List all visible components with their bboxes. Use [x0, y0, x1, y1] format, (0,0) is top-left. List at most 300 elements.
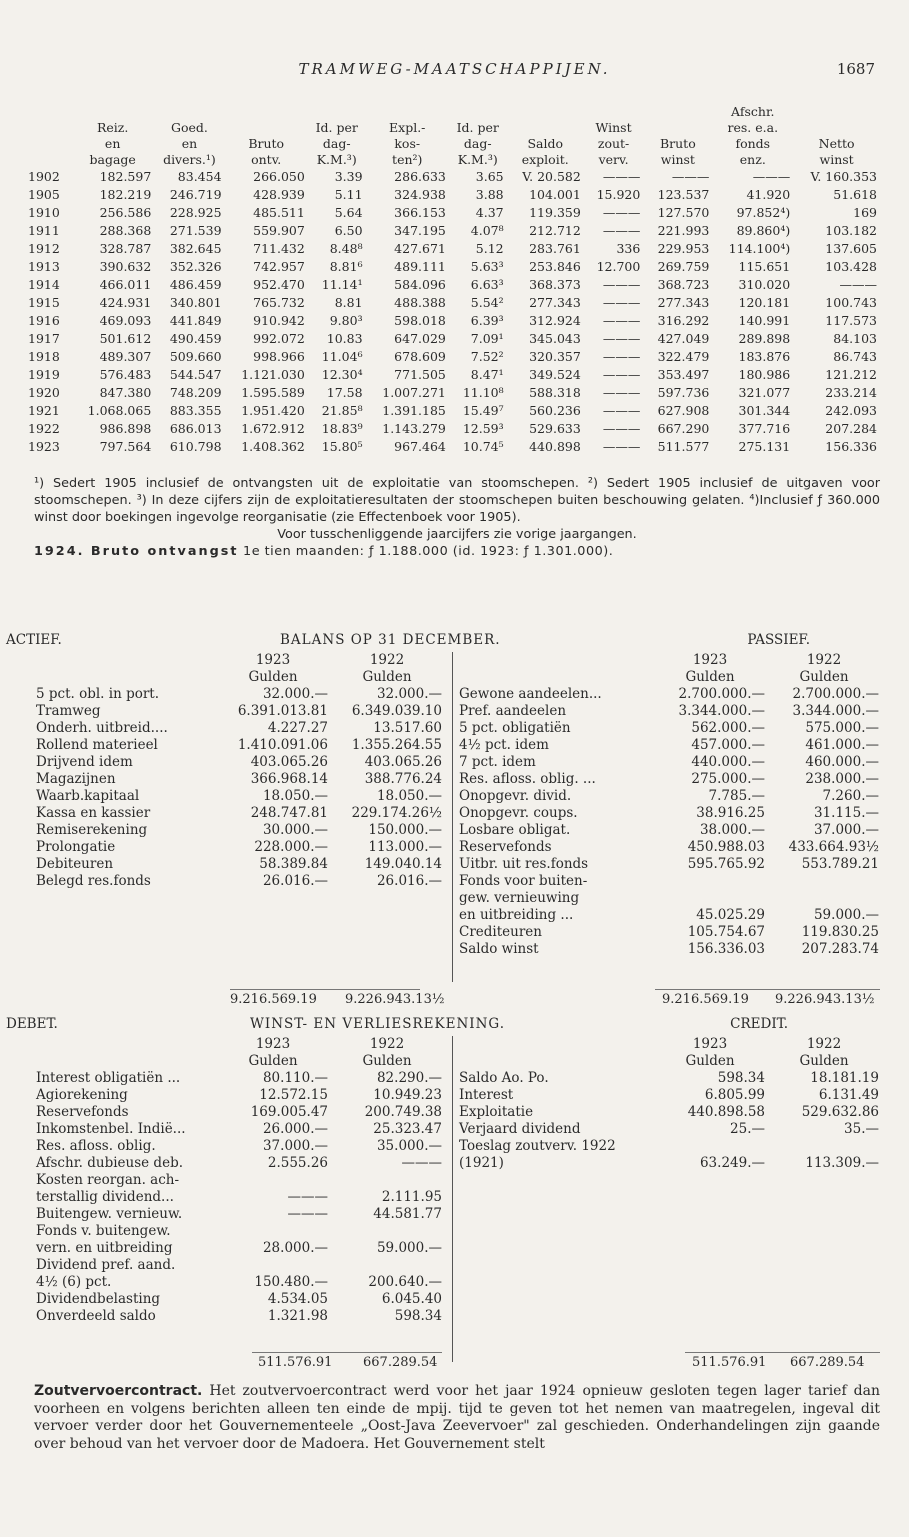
stat-header-cell [449, 104, 507, 120]
stat-header-cell [308, 104, 366, 120]
stat-cell: ——— [602, 421, 641, 436]
stat-cell: 51.618 [833, 187, 877, 202]
stat-header-cell [71, 104, 154, 120]
passief-value-1923: 457.000.— [691, 737, 765, 753]
credit-label: (1921) [459, 1155, 504, 1171]
contract-paragraph [34, 1383, 880, 1453]
stat-cell: 114.100⁴) [728, 241, 791, 256]
actief-value-1923: 26.016.— [262, 873, 328, 889]
stat-cell: 1.391.185 [382, 403, 446, 418]
stat-row-1919 [28, 366, 880, 384]
actief-value-1923: 30.000.— [262, 822, 328, 838]
passief-value-1922: 59.000.— [813, 907, 879, 923]
stat-row-1911 [28, 222, 880, 240]
passief-value-1922: 37.000.— [813, 822, 879, 838]
passief-value-1922: 461.000.— [805, 737, 879, 753]
stat-cell: ——— [602, 277, 641, 292]
stat-cell: 10.74⁵ [462, 439, 504, 454]
stat-cell: 1.951.420 [241, 403, 305, 418]
passief-row [457, 890, 881, 907]
debet-value-1923: 150.480.— [254, 1274, 328, 1290]
stat-header-cell [584, 104, 644, 120]
stat-cell: ——— [671, 169, 710, 184]
stat-header-cell: Id. per [315, 120, 358, 135]
stat-cell: 121.212 [825, 367, 877, 382]
passief-value-1922 [767, 890, 881, 907]
debet-row [34, 1189, 444, 1206]
actief-value-1922: 6.349.039.10 [351, 703, 442, 719]
passief-value-1922: 2.700.000.— [792, 686, 879, 702]
stat-cell: 711.432 [253, 241, 305, 256]
actief-value-1922: 149.040.14 [364, 856, 442, 872]
stat-cell: 748.209 [169, 385, 222, 400]
stat-cell: 3.88 [475, 187, 504, 202]
actief-label: Prolongatie [36, 839, 116, 855]
debet-row [34, 1087, 444, 1104]
actief-value-1923: 403.065.26 [250, 754, 328, 770]
passief-value-1923: 7.785.— [708, 788, 765, 804]
stat-cell: 15.80⁵ [321, 439, 363, 454]
stat-cell: ——— [752, 169, 791, 184]
passief-column [452, 652, 885, 982]
passief-row [457, 686, 881, 703]
credit-row [457, 1087, 881, 1104]
stat-header-row [28, 152, 880, 168]
stat-cell: 12.59³ [462, 421, 504, 436]
actief-label: Tramweg [36, 703, 101, 719]
stat-cell: 6.50 [334, 223, 363, 238]
credit-value-1922 [767, 1138, 881, 1155]
balance-right-rule [655, 989, 880, 990]
credit-value-1923 [653, 1138, 767, 1155]
debet-row [34, 1206, 444, 1223]
passief-row [457, 771, 881, 788]
debet-row [34, 1155, 444, 1172]
stat-header-cell: divers.¹) [163, 152, 216, 167]
passief-value-1922: 553.789.21 [801, 856, 879, 872]
passief-label: Gewone aandeelen... [459, 686, 602, 702]
credit-row [457, 1121, 881, 1138]
stat-cell: 560.236 [529, 403, 581, 418]
passief-value-1922: 7.260.— [822, 788, 879, 804]
stat-cell: 5.64 [334, 205, 363, 220]
debet-value-1923: ——— [287, 1206, 328, 1222]
debet-row [34, 1138, 444, 1155]
debet-value-1923 [216, 1257, 330, 1274]
stat-cell: 324.938 [394, 187, 446, 202]
stat-header-cell [225, 120, 308, 136]
stat-cell: 486.459 [169, 277, 222, 292]
actief-value-1923: 32.000.— [262, 686, 328, 702]
stat-cell: 15.920 [596, 187, 641, 202]
credit-label: Verjaard dividend [459, 1121, 581, 1137]
stat-cell: 312.924 [529, 313, 581, 328]
stat-cell: 266.050 [253, 169, 305, 184]
balance-heading [0, 632, 846, 650]
balance-total-1923-left: 9.216.569.19 [230, 992, 317, 1007]
stat-year: 1915 [28, 295, 60, 310]
bruto-label: 1924. Bruto ontvangst [34, 544, 239, 559]
debet-row [34, 1274, 444, 1291]
passief-label: 4½ pct. idem [459, 737, 549, 753]
stat-cell: 544.547 [169, 367, 222, 382]
stat-cell: 253.846 [529, 259, 581, 274]
credit-value-1923: 440.898.58 [687, 1104, 765, 1120]
stat-cell: 3.39 [334, 169, 363, 184]
stat-header-cell: zout- [597, 136, 630, 151]
actief-row [34, 856, 444, 873]
stat-header-cell: Saldo [527, 136, 563, 151]
actief-value-1922: 32.000.— [376, 686, 442, 702]
stat-cell: 207.284 [825, 421, 877, 436]
passief-label: Res. afloss. oblig. ... [459, 771, 596, 787]
debet-row [34, 1291, 444, 1308]
stat-year: 1911 [28, 223, 60, 238]
credit-spacer [457, 1053, 653, 1070]
stat-cell: 10.83 [326, 331, 363, 346]
stat-cell: 797.564 [99, 439, 152, 454]
stat-cell: ——— [602, 367, 641, 382]
stat-cell: 83.454 [177, 169, 222, 184]
stat-cell: V. 160.353 [810, 169, 877, 184]
stat-cell: 11.14¹ [321, 277, 363, 292]
passief-label: Losbare obligat. [459, 822, 571, 838]
stat-cell: 242.093 [825, 403, 877, 418]
actief-row [34, 788, 444, 805]
stat-header-cell: verv. [598, 152, 629, 167]
actief-label: Waarb.kapitaal [36, 788, 140, 804]
credit-value-1923: 63.249.— [699, 1155, 765, 1171]
contract-heading: Zoutvervoercontract. [34, 1383, 203, 1399]
actief-value-1923: 248.747.81 [250, 805, 328, 821]
debet-label: Agiorekening [36, 1087, 128, 1103]
credit-label: CREDIT. [730, 1016, 788, 1032]
stat-row-1920 [28, 384, 880, 402]
stat-row-1923 [28, 438, 880, 456]
stat-header-cell [28, 152, 71, 168]
stat-cell: ——— [602, 313, 641, 328]
stat-header-cell: exploit. [521, 152, 569, 167]
stat-header-cell: winst [660, 152, 695, 167]
stat-cell: V. 20.582 [522, 169, 581, 184]
stat-header-cell [154, 104, 224, 120]
stat-year: 1923 [28, 439, 60, 454]
stat-cell: 349.524 [529, 367, 581, 382]
stat-header-cell: enz. [739, 152, 766, 167]
stat-row-1912 [28, 240, 880, 258]
credit-value-1923: 6.805.99 [704, 1087, 765, 1103]
stat-cell: 233.214 [825, 385, 877, 400]
stat-cell: 511.577 [657, 439, 710, 454]
stat-cell: 742.957 [253, 259, 305, 274]
stat-header-cell: dag- [322, 136, 351, 151]
debet-value-1923: 1.321.98 [267, 1308, 328, 1324]
balance-title: BALANS OP 31 DECEMBER. [280, 632, 501, 648]
stat-header-cell: en [181, 136, 198, 151]
stat-cell: 115.651 [738, 259, 791, 274]
stat-cell: ——— [602, 385, 641, 400]
passief-value-1923 [653, 873, 767, 890]
stat-cell: 97.852⁴) [736, 205, 791, 220]
debet-value-1922 [330, 1223, 444, 1240]
stat-cell: ——— [602, 205, 641, 220]
stat-cell: 610.798 [169, 439, 222, 454]
stat-header-cell: winst [819, 152, 854, 167]
stat-cell: 288.368 [99, 223, 152, 238]
stat-cell: 340.801 [169, 295, 222, 310]
debet-column [34, 1036, 444, 1325]
pl-total-1923-right: 511.576.91 [692, 1355, 767, 1370]
stat-year: 1921 [28, 403, 60, 418]
stat-header-cell [507, 104, 584, 120]
passief-row [457, 703, 881, 720]
debet-label: Res. afloss. oblig. [36, 1138, 156, 1154]
stat-cell: 21.85⁸ [321, 403, 363, 418]
passief-year-1923: 1923 [692, 652, 728, 668]
passief-spacer [457, 652, 653, 669]
pl-total-1922-right: 667.289.54 [790, 1355, 865, 1370]
actief-value-1922: 113.000.— [368, 839, 442, 855]
debet-label: vern. en uitbreiding [36, 1240, 173, 1256]
stat-cell: 427.049 [657, 331, 710, 346]
stat-header-cell: Bruto [659, 136, 696, 151]
credit-year-1922: 1922 [806, 1036, 842, 1052]
passief-value-1922 [767, 873, 881, 890]
actief-label: Onderh. uitbreid.... [36, 720, 168, 736]
debet-year-row [34, 1036, 444, 1053]
stat-cell: 256.586 [99, 205, 152, 220]
actief-row [34, 873, 444, 890]
stat-cell: 490.459 [169, 331, 222, 346]
passief-label: Saldo winst [459, 941, 539, 957]
stat-cell: ——— [602, 295, 641, 310]
stat-cell: ——— [602, 403, 641, 418]
credit-spacer [457, 1036, 653, 1053]
stat-header-cell: Reiz. [96, 120, 129, 135]
passief-value-1923: 450.988.03 [687, 839, 765, 855]
stat-cell: 3.65 [475, 169, 504, 184]
passief-row [457, 720, 881, 737]
pl-left-rule [252, 1352, 442, 1353]
stat-header-cell [793, 104, 880, 120]
stat-cell: 212.712 [529, 223, 581, 238]
credit-value-1922: 35.— [844, 1121, 879, 1137]
stat-cell: 120.181 [738, 295, 791, 310]
debet-label: Dividendbelasting [36, 1291, 161, 1307]
stat-cell: 986.898 [99, 421, 152, 436]
stat-header-cell: Id. per [456, 120, 499, 135]
stat-cell: 336 [616, 241, 641, 256]
actief-row [34, 737, 444, 754]
stat-cell: 156.336 [825, 439, 877, 454]
page-number: 1687 [836, 60, 875, 78]
debet-value-1922: 25.323.47 [373, 1121, 442, 1137]
balance-total-1922-right: 9.226.943.13½ [775, 992, 875, 1007]
actief-value-1922: 1.355.264.55 [351, 737, 442, 753]
stat-cell: 847.380 [99, 385, 152, 400]
page-title: TRAMWEG-MAATSCHAPPIJEN. [298, 60, 611, 78]
stat-cell: 345.043 [529, 331, 581, 346]
debet-value-1923 [216, 1223, 330, 1240]
stat-cell: 5.63³ [470, 259, 504, 274]
stat-header-cell: res. e.a. [727, 120, 779, 135]
stat-year: 1912 [28, 241, 60, 256]
debet-label: Dividend pref. aand. [36, 1257, 176, 1273]
debet-row [34, 1121, 444, 1138]
passief-label: Onopgevr. divid. [459, 788, 572, 804]
stat-row-1902 [28, 168, 880, 186]
debet-value-1922: 200.640.— [368, 1274, 442, 1290]
stat-row-1915 [28, 294, 880, 312]
passief-label: Uitbr. uit res.fonds [459, 856, 589, 872]
stat-year: 1919 [28, 367, 60, 382]
stat-cell: 353.497 [657, 367, 710, 382]
passief-value-1923: 38.916.25 [696, 805, 765, 821]
debet-value-1922: 6.045.40 [381, 1291, 442, 1307]
actief-year-1923: 1923 [255, 652, 291, 668]
stat-cell: 1.007.271 [382, 385, 446, 400]
stat-cell: 4.07⁸ [470, 223, 504, 238]
credit-value-1923: 598.34 [717, 1070, 765, 1086]
stat-cell: 277.343 [657, 295, 710, 310]
stat-cell: ——— [839, 277, 877, 292]
passief-unit: Gulden [685, 669, 735, 685]
stat-cell: 11.10⁸ [462, 385, 504, 400]
stat-header-cell: K.M.³) [457, 152, 498, 167]
credit-label: Interest [459, 1087, 514, 1103]
stat-year: 1918 [28, 349, 60, 364]
credit-year-row [457, 1036, 881, 1053]
stat-cell: ——— [602, 439, 641, 454]
actief-value-1923: 18.050.— [262, 788, 328, 804]
stat-cell: 5.11 [334, 187, 363, 202]
pl-title: WINST- EN VERLIESREKENING. [250, 1016, 506, 1032]
stat-row-1913 [28, 258, 880, 276]
stat-cell: 180.986 [738, 367, 791, 382]
footnote: ¹) Sedert 1905 inclusief de ontvangsten uit de exploitatie van stoomschepen. ²) Sedert 1905 inclusief de uitgaven voor stoomschepen. ³) In deze cijfers zijn de exploitatieresultaten der stoomschepen buiten beschouwing gelaten. ⁴)Inclusief ƒ 360.000 winst door boekingen ingevolge reorganisatie (zie Effectenboek voor 1905). [34, 476, 880, 525]
stat-cell: 15.49⁷ [462, 403, 504, 418]
stat-cell: 771.505 [394, 367, 446, 382]
actief-row [34, 686, 444, 703]
actief-value-1922: 13.517.60 [373, 720, 442, 736]
stat-cell: 1.143.279 [382, 421, 446, 436]
passief-unit: Gulden [799, 669, 849, 685]
debet-value-1923: 37.000.— [262, 1138, 328, 1154]
debet-row [34, 1240, 444, 1257]
intermediate-note: Voor tusschenliggende jaarcijfers zie vorige jaargangen. [277, 527, 637, 542]
stat-cell: 8.81 [334, 295, 363, 310]
stat-cell: 667.290 [657, 421, 710, 436]
stat-cell: 275.131 [738, 439, 791, 454]
debet-row [34, 1308, 444, 1325]
stat-cell: 322.479 [657, 349, 710, 364]
passief-row [457, 737, 881, 754]
stat-cell: 17.58 [326, 385, 363, 400]
debet-value-1922: 35.000.— [376, 1138, 442, 1154]
passief-value-1923: 3.344.000.— [678, 703, 765, 719]
passief-value-1923: 440.000.— [691, 754, 765, 770]
stat-header-cell [28, 136, 71, 152]
stat-cell: 998.966 [253, 349, 305, 364]
page-header [0, 60, 909, 82]
passief-row [457, 788, 881, 805]
stat-header-cell [643, 104, 712, 120]
passief-row [457, 907, 881, 924]
stat-header-cell: ontv. [251, 152, 282, 167]
actief-row [34, 720, 444, 737]
stat-cell: ——— [602, 331, 641, 346]
stat-cell: 598.018 [394, 313, 446, 328]
debet-value-1923: 80.110.— [262, 1070, 328, 1086]
actief-unit: Gulden [248, 669, 298, 685]
stat-header-cell: fonds [735, 136, 771, 151]
stat-header-cell [28, 120, 71, 136]
passief-value-1923: 105.754.67 [687, 924, 765, 940]
stat-cell: 509.660 [169, 349, 222, 364]
stat-cell: 469.093 [99, 313, 152, 328]
stat-cell: 289.898 [738, 331, 791, 346]
stat-cell: 9.80³ [329, 313, 363, 328]
stat-year: 1922 [28, 421, 60, 436]
stat-year: 1910 [28, 205, 60, 220]
actief-value-1922: 18.050.— [376, 788, 442, 804]
stat-cell: 1.408.362 [241, 439, 305, 454]
bruto-text: 1e tien maanden: ƒ 1.188.000 (id. 1923: ƒ 1.301.000). [238, 544, 614, 559]
stat-cell: 588.318 [529, 385, 581, 400]
passief-value-1923: 2.700.000.— [678, 686, 765, 702]
actief-label: 5 pct. obl. in port. [36, 686, 160, 702]
passief-label: Onopgevr. coups. [459, 805, 578, 821]
actief-value-1923: 366.968.14 [250, 771, 328, 787]
stat-cell: 1.068.065 [87, 403, 152, 418]
credit-column [452, 1036, 885, 1362]
debet-value-1922 [330, 1257, 444, 1274]
passief-unit-row [457, 669, 881, 686]
debet-value-1922: 598.34 [394, 1308, 442, 1324]
actief-column [34, 652, 444, 890]
passief-value-1922: 31.115.— [813, 805, 879, 821]
stat-header-cell: ten²) [392, 152, 423, 167]
debet-value-1922: 82.290.— [376, 1070, 442, 1086]
stat-cell: 366.153 [394, 205, 446, 220]
stat-cell: 8.81⁶ [329, 259, 363, 274]
actief-row [34, 754, 444, 771]
stat-cell: 1.672.912 [241, 421, 305, 436]
actief-spacer [34, 652, 216, 669]
stat-year: 1902 [28, 169, 60, 184]
stat-row-1917 [28, 330, 880, 348]
stat-cell: 1.595.589 [241, 385, 305, 400]
passief-value-1922: 433.664.93½ [788, 839, 879, 855]
stat-cell: 119.359 [529, 205, 581, 220]
debet-row [34, 1104, 444, 1121]
debet-row [34, 1257, 444, 1274]
debet-row [34, 1172, 444, 1189]
stat-cell: 529.633 [529, 421, 581, 436]
actief-value-1923: 228.000.— [254, 839, 328, 855]
stat-cell: 368.373 [529, 277, 581, 292]
credit-row [457, 1138, 881, 1155]
passief-value-1922: 3.344.000.— [792, 703, 879, 719]
stat-cell: 229.953 [657, 241, 710, 256]
stat-header-cell: kos- [394, 136, 421, 151]
actief-spacer [34, 669, 216, 686]
passief-row [457, 754, 881, 771]
credit-value-1923: 25.— [730, 1121, 765, 1137]
passief-value-1922: 207.283.74 [801, 941, 879, 957]
stat-cell: 228.925 [169, 205, 222, 220]
passief-value-1923: 595.765.92 [687, 856, 765, 872]
